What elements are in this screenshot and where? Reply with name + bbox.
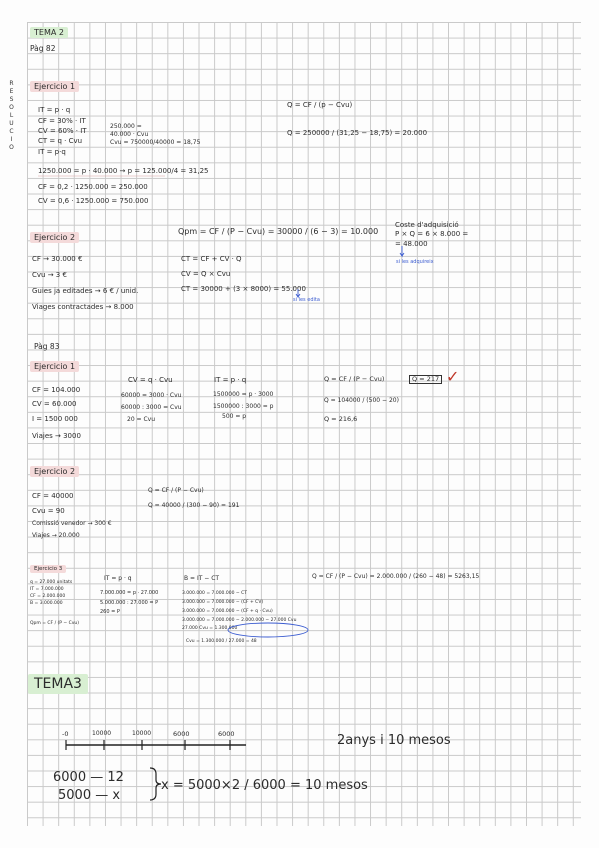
ex1b-line: I = 1500 000 [32, 415, 78, 423]
ex3-col3: 3.000.000 = 7.000.000 − (CF + CV) [182, 600, 264, 605]
ex2b-line: CF = 40000 [32, 492, 74, 500]
side-note-vertical: RESOLUCIO [8, 80, 15, 152]
ex1b-col2: 20 = Cvu [127, 416, 156, 423]
ex2b-line: Cvu = 90 [32, 507, 65, 515]
number-line-label: 10000 [132, 730, 152, 737]
ex1-line: IT = p·q [38, 148, 66, 156]
ex1-line: CV = 0,6 · 1250.000 = 750.000 [38, 197, 149, 205]
ex1b-col3: 1500000 : 3000 = p [213, 403, 274, 410]
rule-of-three-line: 6000 — 12 [53, 770, 124, 785]
ex1b-line: CF = 104.000 [32, 386, 81, 394]
ex2-line: Guies ja editades → 6 € / unid. [32, 287, 139, 295]
ex1b-line: Viajes → 3000 [32, 432, 81, 440]
tema3-answer: 2anys i 10 mesos [337, 733, 451, 748]
ex3-given: q = 27.000 unitats [30, 580, 73, 585]
section-title-tema3: TEMA3 [28, 674, 88, 694]
checkmark-icon: ✓ [446, 367, 460, 386]
ex1b-col2: CV = q · Cvu [128, 376, 173, 384]
number-line-label: 10000 [92, 730, 112, 737]
ex1b-col3: 1500000 = p · 3000 [213, 391, 274, 398]
rule-of-three-result: x = 5000×2 / 6000 = 10 mesos [161, 778, 368, 793]
ex3-col2: IT = p · q [104, 575, 132, 582]
ex2b-formula: Q = CF / (P − Cvu) [148, 487, 204, 494]
ex2-formula: CV = Q × Cvu [181, 270, 231, 278]
number-line-label: -0 [62, 730, 69, 738]
rule-of-three-line: 5000 — x [58, 788, 121, 803]
ex2-right-line: Coste d'adquisició [395, 221, 459, 229]
ex2-line: Cvu → 3 € [32, 271, 67, 279]
ex2-line: Viages contractades → 8.000 [32, 303, 134, 311]
ex1b-col3: 500 = p [222, 413, 247, 420]
ex1-side-calc: 250.000 = [110, 123, 142, 130]
blue-arrow-icon [296, 289, 300, 297]
exercise-1-heading: Ejercicio 1 [30, 81, 79, 92]
ex1b-col2: 60000 = 3000 · Cvu [121, 392, 182, 399]
ex3-col2: 260 = P [100, 609, 120, 615]
ex2-line: CF → 30.000 € [32, 255, 83, 263]
ex2-blue-note: si les adquireix [396, 259, 434, 265]
ex1b-col3: IT = p · q [214, 376, 247, 384]
ex3-col2: 7.000.000 = p · 27.000 [100, 590, 159, 596]
blue-circle-annotation [228, 623, 308, 637]
ex1b-col4: Q = 104000 / (500 − 20) [324, 397, 399, 404]
ex3-result: Q = CF / (P − Cvu) = 2.000.000 / (260 − 48) = 5263,15 [312, 573, 480, 580]
ex2-formula-qpm: Qpm = CF / (P − Cvu) = 30000 / (6 − 3) = 10.000 [178, 227, 379, 236]
ex1-formula-q-result: Q = 250000 / (31,25 − 18,75) = 20.000 [287, 129, 428, 137]
ex1-side-calc: Cvu = 750000/40000 = 18,75 [110, 139, 201, 146]
ex3-col3: 3.000.000 = 7.000.000 − CT [182, 591, 247, 596]
exercise-1b-heading: Ejercicio 1 [30, 361, 79, 372]
ex2-right-line: P × Q = 6 × 8.000 = [395, 230, 469, 238]
ex1-side-calc: 40.000 · Cvu [110, 131, 149, 138]
ex3-col3: B = IT − CT [184, 575, 220, 582]
ex2b-formula: Q = 40000 / (300 − 90) = 191 [148, 502, 240, 509]
exercise-2-heading: Ejercicio 2 [30, 232, 79, 243]
ex1-line: CF = 30% · IT [38, 117, 86, 125]
ex3-given: IT = 7.000.000 [30, 587, 64, 592]
page-ref: Pàg 82 [30, 44, 56, 53]
ex1-line: 1250.000 = p · 40.000 → p = 125.000/4 = 31,25 [38, 167, 209, 175]
brace-icon [150, 768, 161, 800]
ex2b-line: Viajes → 20.000 [32, 532, 80, 539]
ex3-given: B = 3.000.000 [30, 601, 63, 606]
topic-title: TEMA 2 [30, 27, 68, 38]
ex1-line: CF = 0,2 · 1250.000 = 250.000 [38, 183, 148, 191]
ex3-col3: Cvu = 1.300.000 / 27.000 = 48 [186, 639, 257, 644]
ex1b-line: CV = 60.000 [32, 400, 77, 408]
ex1b-col4: Q = 216,6 [324, 415, 358, 423]
exercise-2b-heading: Ejercicio 2 [30, 466, 79, 477]
ex1-formula-q: Q = CF / (p − Cvu) [287, 101, 353, 109]
ex2b-line: Comissió venedor → 300 € [32, 520, 112, 527]
ex3-col3: 3.000.000 = 7.000.000 − (CF + q · Cvu) [182, 609, 273, 614]
ex2-right-line: = 48.000 [395, 240, 428, 248]
ex1b-col4: Q = CF / (P − Cvu) [324, 375, 385, 383]
ex1b-col2: 60000 : 3000 = Cvu [121, 404, 182, 411]
ex1-line: CT = q · Cvu [38, 137, 83, 145]
blue-arrow-icon [400, 246, 404, 256]
ex1b-boxed-answer: Q = 217 [409, 375, 442, 384]
ex2-formula: CT = 30000 + (3 × 8000) = 55.000 [181, 285, 306, 293]
ex3-col3: 3.000.000 = 7.000.000 − 2.000.000 − 27.000 Cvu [182, 618, 297, 623]
ex3-col3: 27.000 Cvu = 1.300.000 [182, 626, 238, 631]
ex1-line: CV = 60% · IT [38, 127, 87, 135]
ex1-line: IT = p · q [38, 106, 71, 114]
exercise-3-heading: Ejercicio 3 [30, 565, 66, 573]
number-line-label: 6000 [218, 730, 235, 738]
ex2-formula: CT = CF + CV · Q [181, 255, 242, 263]
ex3-col2: 5.000.000 : 27.000 = P [100, 600, 159, 606]
ex3-given: Qpm = CF / (P − Cvu) [30, 621, 80, 626]
ex3-given: CF = 2.000.000 [30, 594, 66, 599]
number-line-label: 6000 [173, 730, 190, 738]
ex2-blue-note: si les edita [293, 297, 320, 303]
page-ref-83: Pàg 83 [34, 342, 60, 351]
